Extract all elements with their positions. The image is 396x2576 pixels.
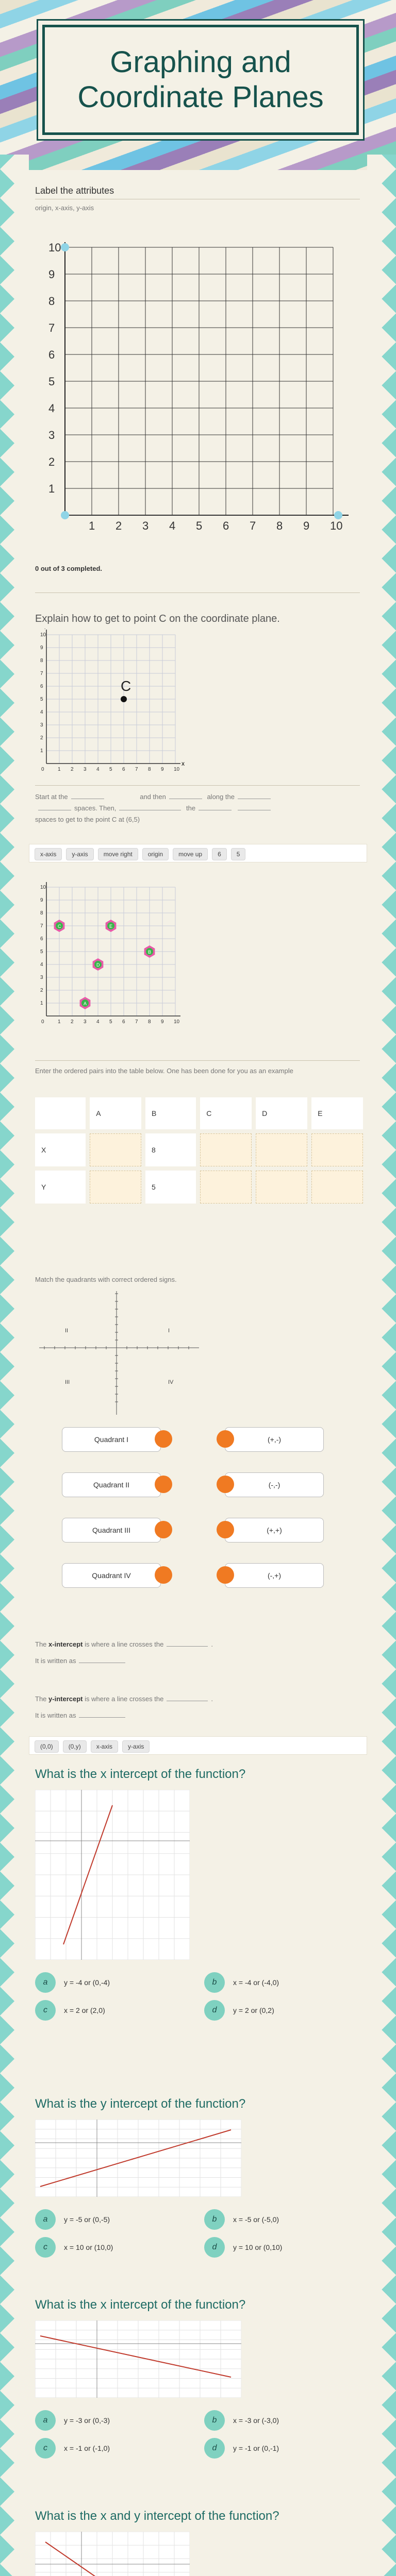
blank-x-axis[interactable] <box>167 1646 208 1647</box>
x-tick-label: 4 <box>96 1019 100 1025</box>
x-tick-label: 10 <box>174 1019 180 1025</box>
word-chip[interactable]: move right <box>98 848 138 860</box>
option-text: x = -4 or (-4,0) <box>233 1978 279 1987</box>
answer-option[interactable] <box>35 2438 110 2459</box>
x-tick-label: 3 <box>84 1019 87 1025</box>
option-letter-badge: b <box>204 1972 225 1993</box>
point-label: C <box>58 924 61 929</box>
option-text: y = -4 or (0,-4) <box>64 1978 110 1987</box>
point-label: D <box>96 962 100 968</box>
word-chip[interactable]: y-axis <box>66 848 93 860</box>
divider <box>35 785 360 786</box>
quadrant-label: II <box>65 1328 69 1334</box>
option-text: x = -1 or (-1,0) <box>64 2444 110 2452</box>
col-header: D <box>256 1097 307 1129</box>
quadrant-term-box: Quadrant III <box>62 1518 161 1543</box>
word-chip[interactable]: origin <box>142 848 169 860</box>
col-header: E <box>311 1097 363 1129</box>
word-chip[interactable]: x-axis <box>35 848 62 860</box>
answer-option[interactable] <box>35 2410 110 2431</box>
hexagon-points-grid <box>29 881 204 1036</box>
answer-option[interactable] <box>35 2237 113 2258</box>
question-graph <box>35 1790 190 1960</box>
y-tick-label: 8 <box>40 910 43 916</box>
x-tick-label: 9 <box>161 767 164 772</box>
option-letter-badge: b <box>204 2209 225 2230</box>
x-tick-label: 2 <box>116 519 122 532</box>
question-graph <box>35 2120 241 2197</box>
y-tick-label: 2 <box>48 455 55 468</box>
option-text: x = 10 or (10,0) <box>64 2243 113 2251</box>
col-header: C <box>200 1097 252 1129</box>
x-written: It is written as <box>35 1657 128 1665</box>
quadrant-label: IV <box>168 1379 174 1385</box>
match-connector-left[interactable] <box>155 1521 172 1538</box>
x-tick-label: 4 <box>169 519 176 532</box>
origin-label: 0 <box>41 767 44 772</box>
x-tick-label: 2 <box>71 1019 74 1025</box>
input-e-y[interactable] <box>311 1171 363 1204</box>
y-tick-label: 10 <box>48 241 61 254</box>
example-b-x: 8 <box>145 1133 196 1166</box>
x-tick-label: 5 <box>109 767 112 772</box>
y-tick-label: 6 <box>48 348 55 361</box>
right-border-pattern <box>367 155 396 2576</box>
y-tick-label: 1 <box>48 482 55 495</box>
match-connector-right[interactable] <box>217 1430 234 1448</box>
y-tick-label: 4 <box>48 402 55 415</box>
pairs-instructions: Enter the ordered pairs into the table below. One has been done for you as an example <box>35 1067 293 1075</box>
answer-option[interactable] <box>35 2209 110 2230</box>
option-text: x = -5 or (-5,0) <box>233 2215 279 2224</box>
x-tick-label: 7 <box>135 1019 138 1025</box>
drop-target-marker <box>61 511 69 519</box>
y-tick-label: 5 <box>40 949 43 955</box>
x-tick-label: 10 <box>174 767 180 772</box>
y-tick-label: 4 <box>40 709 43 715</box>
question-title: What is the y intercept of the function? <box>35 2097 246 2111</box>
point-c <box>121 696 127 702</box>
option-letter-badge: a <box>35 1972 56 1993</box>
quadrant-term-box: Quadrant II <box>62 1472 161 1497</box>
answer-option[interactable] <box>204 2237 282 2258</box>
y-tick-label: 8 <box>40 658 43 664</box>
word-chip[interactable]: (0,y) <box>63 1740 87 1753</box>
y-tick-label: 1 <box>40 748 43 754</box>
blank-y-form[interactable] <box>79 1717 125 1718</box>
point-label: B <box>148 950 152 955</box>
option-text: y = 2 or (0,2) <box>233 2006 274 2014</box>
quadrant-title: Match the quadrants with correct ordered signs. <box>35 1276 177 1283</box>
y-tick-label: 2 <box>40 988 43 993</box>
point-c-grid <box>29 629 204 783</box>
sign-pair-box: (-,+) <box>225 1563 324 1588</box>
answer-option[interactable] <box>204 2438 279 2459</box>
drop-target-marker <box>61 243 69 251</box>
question-title: What is the x intercept of the function? <box>35 2298 246 2312</box>
y-intercept-def: The y-intercept is where a line crosses the . <box>35 1695 213 1703</box>
word-chip[interactable]: 6 <box>212 848 227 860</box>
x-tick-label: 7 <box>250 519 256 532</box>
question-title: What is the x and y intercept of the function? <box>35 2509 279 2523</box>
y-written: It is written as <box>35 1711 128 1719</box>
y-tick-label: 7 <box>48 321 55 334</box>
word-bank-2 <box>29 1736 367 1755</box>
option-letter-badge: d <box>204 2000 225 2021</box>
option-letter-badge: a <box>35 2209 56 2230</box>
x-tick-label: 6 <box>122 767 125 772</box>
option-text: y = -5 or (0,-5) <box>64 2215 110 2224</box>
x-tick-label: 1 <box>58 767 61 772</box>
sign-pair-box: (+,+) <box>225 1518 324 1543</box>
y-tick-label: 5 <box>48 375 55 388</box>
x-axis-letter: x <box>182 760 185 767</box>
answer-option[interactable] <box>204 2410 279 2431</box>
match-connector-left[interactable] <box>155 1476 172 1493</box>
input-c-x[interactable] <box>200 1133 252 1166</box>
y-tick-label: 3 <box>40 975 43 980</box>
match-connector-left[interactable] <box>155 1430 172 1448</box>
x-tick-label: 1 <box>58 1019 61 1025</box>
explain-title: Explain how to get to point C on the coordinate plane. <box>35 613 280 624</box>
fill-sentence: Start at the and then along the spaces. Then, the spaces to get to the point C at (6,5) <box>35 791 360 825</box>
option-text: x = 2 or (2,0) <box>64 2006 105 2014</box>
y-tick-label: 9 <box>48 268 55 281</box>
option-letter-badge: d <box>204 2237 225 2258</box>
ordered-pairs-table <box>31 1093 367 1208</box>
word-chip[interactable]: (0,0) <box>35 1740 59 1753</box>
x-tick-label: 8 <box>148 1019 151 1025</box>
quadrant-term-box: Quadrant IV <box>62 1563 161 1588</box>
match-connector-right[interactable] <box>217 1521 234 1538</box>
quadrant-plane <box>29 1291 287 1425</box>
y-tick-label: 2 <box>40 735 43 741</box>
option-letter-badge: b <box>204 2410 225 2431</box>
quadrant-label: I <box>168 1328 170 1334</box>
x-tick-label: 5 <box>196 519 203 532</box>
table-corner <box>35 1097 86 1129</box>
x-tick-label: 4 <box>96 767 100 772</box>
option-text: x = -3 or (-3,0) <box>233 2416 279 2425</box>
page-title: Graphing and Coordinate Planes <box>77 45 324 114</box>
option-letter-badge: c <box>35 2438 56 2459</box>
question-title: What is the x intercept of the function? <box>35 1767 246 1781</box>
divider <box>35 1060 360 1061</box>
worksheet-content <box>29 170 367 2576</box>
y-tick-label: 10 <box>40 632 46 638</box>
x-tick-label: 3 <box>84 767 87 772</box>
col-header: B <box>145 1097 196 1129</box>
y-tick-label: 6 <box>40 684 43 689</box>
y-tick-label: 9 <box>40 645 43 651</box>
input-d-y[interactable] <box>256 1171 307 1204</box>
match-connector-right[interactable] <box>217 1566 234 1584</box>
y-tick-label: 7 <box>40 923 43 929</box>
x-tick-label: 9 <box>161 1019 164 1025</box>
progress-text: 0 out of 3 completed. <box>35 565 103 572</box>
input-a-x[interactable] <box>90 1133 141 1166</box>
match-connector-right[interactable] <box>217 1476 234 1493</box>
input-d-x[interactable] <box>256 1133 307 1166</box>
input-a-y[interactable] <box>90 1171 141 1204</box>
answer-option[interactable] <box>35 2000 105 2021</box>
title-box <box>42 25 359 135</box>
answer-option[interactable] <box>204 2209 279 2230</box>
y-tick-label: 7 <box>40 671 43 676</box>
answer-option[interactable] <box>204 2000 274 2021</box>
x-tick-label: 2 <box>71 767 74 772</box>
option-letter-badge: c <box>35 2000 56 2021</box>
option-text: y = -3 or (0,-3) <box>64 2416 110 2425</box>
word-chip[interactable]: x-axis <box>91 1740 118 1753</box>
y-tick-label: 3 <box>40 722 43 728</box>
y-tick-label: 4 <box>40 962 43 968</box>
option-letter-badge: c <box>35 2237 56 2258</box>
question-graph <box>35 2532 190 2576</box>
quadrant-label: III <box>65 1379 70 1385</box>
x-tick-label: 5 <box>109 1019 112 1025</box>
x-tick-label: 6 <box>223 519 229 532</box>
answer-option[interactable] <box>204 1972 279 1993</box>
word-bank-1 <box>29 844 367 862</box>
left-border-pattern <box>0 155 29 2576</box>
example-b-y: 5 <box>145 1171 196 1204</box>
y-tick-label: 3 <box>48 429 55 442</box>
input-c-y[interactable] <box>200 1171 252 1204</box>
question-graph <box>35 2320 241 2398</box>
label-hint: origin, x-axis, y-axis <box>35 204 94 212</box>
word-chip[interactable]: 5 <box>231 848 246 860</box>
y-tick-label: 10 <box>40 885 46 890</box>
sign-pair-box: (+,-) <box>225 1427 324 1452</box>
x-tick-label: 6 <box>122 1019 125 1025</box>
option-letter-badge: a <box>35 2410 56 2431</box>
answer-option[interactable] <box>35 1972 110 1993</box>
y-tick-label: 1 <box>40 1001 43 1006</box>
option-text: y = 10 or (0,10) <box>233 2243 283 2251</box>
row-header: Y <box>35 1171 86 1204</box>
col-header: A <box>90 1097 141 1129</box>
header-banner <box>0 0 396 170</box>
word-chip[interactable]: move up <box>173 848 208 860</box>
function-line <box>40 2336 231 2377</box>
option-text: y = -1 or (0,-1) <box>233 2444 279 2452</box>
quadrant-term-box: Quadrant I <box>62 1427 161 1452</box>
input-e-x[interactable] <box>311 1133 363 1166</box>
row-header: X <box>35 1133 86 1166</box>
y-tick-label: 9 <box>40 897 43 903</box>
point-c-label: C <box>121 678 131 694</box>
x-tick-label: 3 <box>142 519 149 532</box>
label-section-title: Label the attributes <box>35 185 114 196</box>
x-tick-label: 10 <box>330 519 343 532</box>
y-tick-label: 6 <box>40 936 43 942</box>
drop-target-marker <box>334 511 342 519</box>
match-connector-left[interactable] <box>155 1566 172 1584</box>
x-tick-label: 8 <box>276 519 283 532</box>
word-chip[interactable]: y-axis <box>122 1740 150 1753</box>
y-tick-label: 5 <box>40 697 43 702</box>
point-label: A <box>84 1001 87 1006</box>
point-label: E <box>109 924 113 929</box>
x-tick-label: 7 <box>135 767 138 772</box>
x-tick-label: 9 <box>303 519 310 532</box>
option-letter-badge: d <box>204 2438 225 2459</box>
x-tick-label: 1 <box>89 519 95 532</box>
x-tick-label: 8 <box>148 767 151 772</box>
y-tick-label: 8 <box>48 295 55 308</box>
sign-pair-box: (-,-) <box>225 1472 324 1497</box>
x-intercept-def: The x-intercept is where a line crosses the . <box>35 1640 213 1648</box>
origin-label: 0 <box>41 1019 44 1025</box>
divider <box>35 592 360 593</box>
label-grid <box>34 227 364 536</box>
